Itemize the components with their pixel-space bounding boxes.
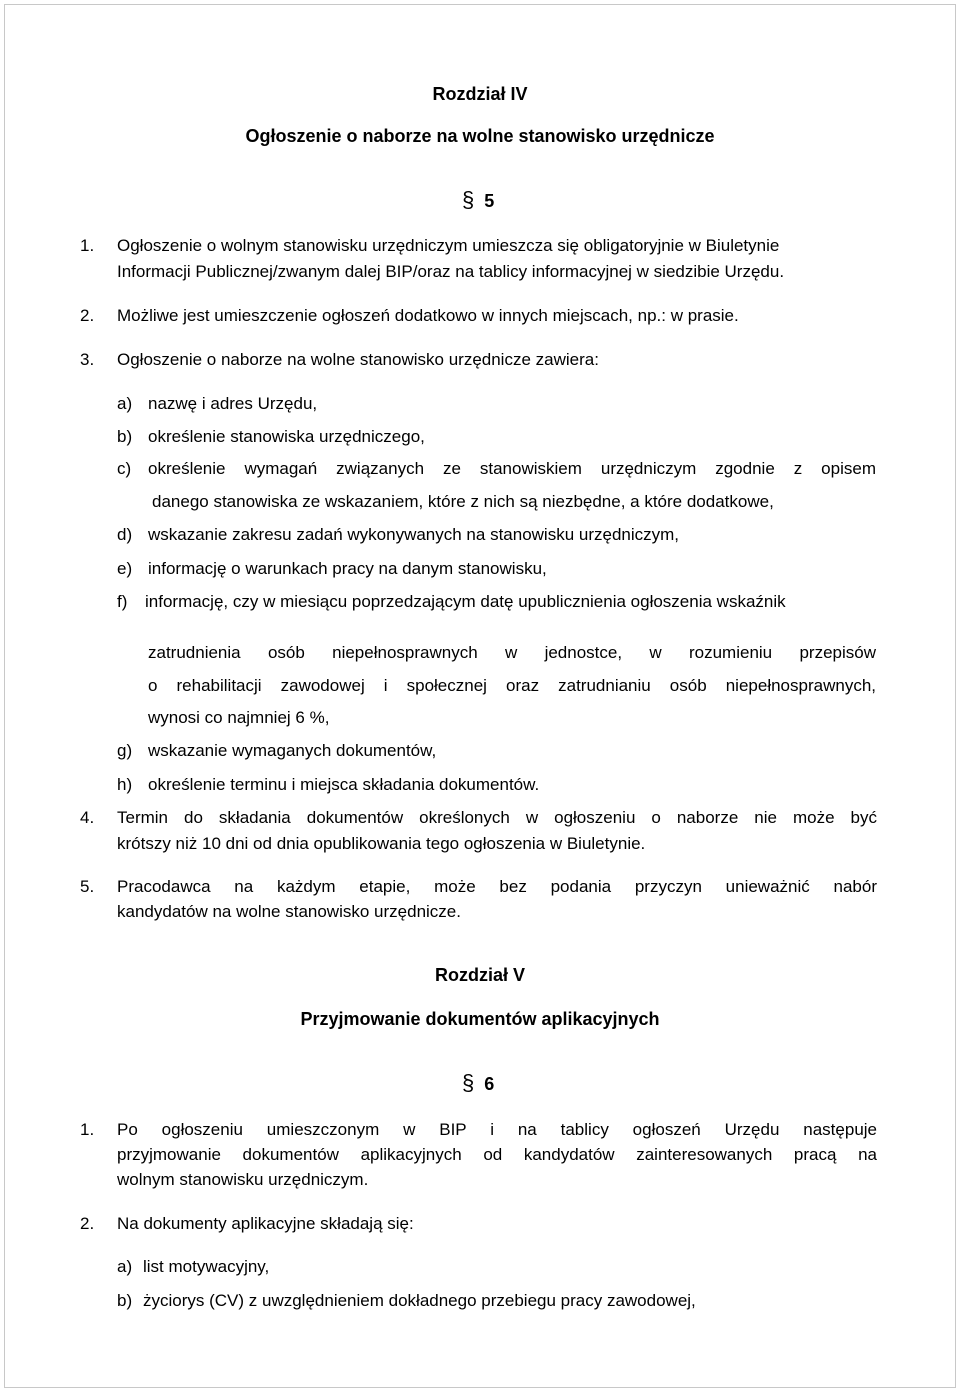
subitem-text-line: o rehabilitacji zawodowej i społecznej oraz zatrudnianiu osób niepełnosprawnych,	[148, 676, 876, 695]
subitem-letter: b)	[117, 427, 133, 446]
chapter-title: Rozdział IV	[432, 84, 528, 104]
item-number: 5.	[80, 877, 95, 896]
chapter-title: Rozdział V	[434, 965, 525, 985]
subitem-text-line: określenie terminu i miejsca składania dokumentów.	[148, 775, 540, 794]
subitem-text-line: informację, czy w miesiącu poprzedzającym datę upublicznienia ogłoszenia wskaźnik	[145, 592, 786, 611]
subitem-text-line: określenie stanowiska urzędniczego,	[148, 427, 425, 446]
item-text-line: Możliwe jest umieszczenie ogłoszeń dodatkowo w innych miejscach, np.: w prasie.	[117, 306, 739, 325]
item-number: 1.	[80, 1120, 95, 1139]
item-number: 3.	[80, 350, 95, 369]
subitem-text-line: list motywacyjny,	[143, 1257, 270, 1276]
item-text-line: przyjmowanie dokumentów aplikacyjnych od kandydatów zainteresowanych pracą na	[117, 1145, 877, 1164]
item-text-line: kandydatów na wolne stanowisko urzędnicze.	[117, 902, 461, 921]
chapter-subtitle: Przyjmowanie dokumentów aplikacyjnych	[300, 1009, 660, 1029]
subitem-letter: b)	[117, 1291, 133, 1310]
subitem-text-line: zatrudnienia osób niepełnosprawnych w jednostce, w rozumieniu przepisów	[148, 643, 876, 662]
section-symbol: §	[462, 1070, 475, 1095]
item-text-line: Pracodawca na każdym etapie, może bez podania przyczyn unieważnić nabór	[117, 877, 877, 896]
subitem-letter: g)	[117, 741, 133, 760]
section-symbol: §	[462, 187, 475, 212]
section-heading	[462, 1072, 494, 1095]
subitem-letter: a)	[117, 1257, 133, 1276]
subitem-text-line: życiorys (CV) z uwzględnieniem dokładnego przebiegu pracy zawodowej,	[143, 1291, 696, 1310]
item-number: 4.	[80, 808, 95, 827]
subitem-letter: c)	[117, 459, 132, 478]
item-text-line: wolnym stanowisku urzędniczym.	[117, 1170, 369, 1189]
item-number: 2.	[80, 306, 95, 325]
subitem-text-line: określenie wymagań związanych ze stanowiskiem urzędniczym zgodnie z opisem	[148, 459, 876, 478]
subitem-text-line: wskazanie zakresu zadań wykonywanych na stanowisku urzędniczym,	[148, 525, 680, 544]
item-text-line: Informacji Publicznej/zwanym dalej BIP/oraz na tablicy informacyjnej w siedzibie Urzędu.	[117, 262, 785, 281]
item-text-line: Na dokumenty aplikacyjne składają się:	[117, 1214, 414, 1233]
subitem-letter: a)	[117, 394, 133, 413]
subitem-text-line: nazwę i adres Urzędu,	[148, 394, 318, 413]
subitem-letter: h)	[117, 775, 133, 794]
section-heading	[462, 189, 494, 212]
item-number: 2.	[80, 1214, 95, 1233]
section-number: 6	[484, 1074, 495, 1094]
subitem-letter: d)	[117, 525, 133, 544]
subitem-text-line: wynosi co najmniej 6 %,	[148, 708, 330, 727]
chapter-subtitle: Ogłoszenie o naborze na wolne stanowisko urzędnicze	[245, 126, 715, 146]
subitem-text-line: wskazanie wymaganych dokumentów,	[148, 741, 437, 760]
item-text-line: Po ogłoszeniu umieszczonym w BIP i na tablicy ogłoszeń Urzędu następuje	[117, 1120, 877, 1139]
item-text-line: Ogłoszenie o naborze na wolne stanowisko urzędnicze zawiera:	[117, 350, 599, 369]
section-number: 5	[484, 191, 495, 211]
subitem-letter: f)	[117, 592, 128, 611]
item-text-line: Termin do składania dokumentów określonych w ogłoszeniu o naborze nie może być	[117, 808, 877, 827]
subitem-text-line: danego stanowiska ze wskazaniem, które z nich są niezbędne, a które dodatkowe,	[152, 492, 774, 511]
subitem-text-line: informację o warunkach pracy na danym stanowisku,	[148, 559, 547, 578]
item-number: 1.	[80, 236, 95, 255]
item-text-line: Ogłoszenie o wolnym stanowisku urzędniczym umieszcza się obligatoryjnie w Biuletynie	[117, 236, 780, 255]
item-text-line: krótszy niż 10 dni od dnia opublikowania tego ogłoszenia w Biuletynie.	[117, 834, 646, 853]
subitem-letter: e)	[117, 559, 133, 578]
